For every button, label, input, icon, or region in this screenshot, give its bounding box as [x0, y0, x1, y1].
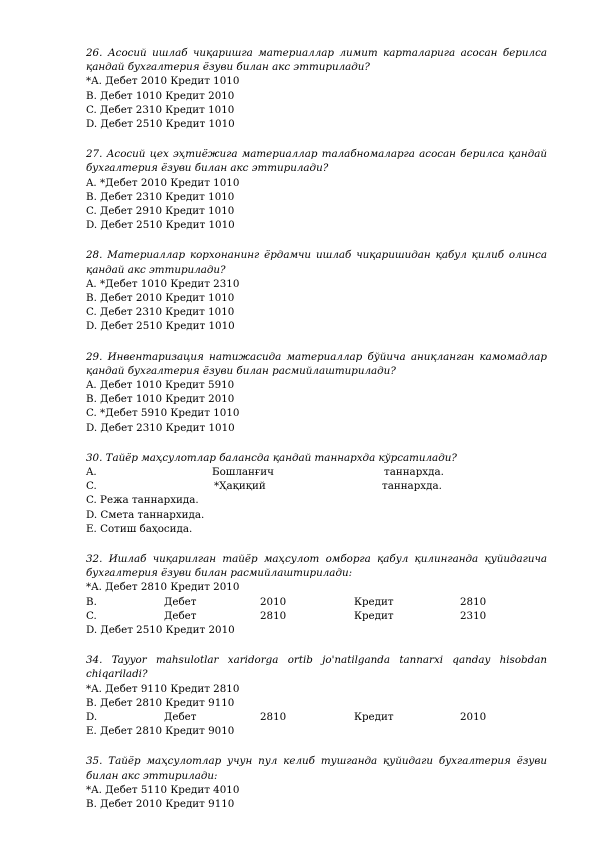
answer-text: таннархда. — [384, 466, 444, 479]
debit-label: Дебет — [164, 595, 197, 608]
answer-text: Бошланғич — [212, 466, 274, 479]
answer-30-e: E. Сотиш баҳосида. — [86, 522, 193, 535]
credit-account: 2010 — [460, 711, 487, 724]
answer-27-c: C. Дебет 2910 Кредит 1010 — [86, 205, 235, 218]
answer-32-a: *A. Дебет 2810 Кредит 2010 — [86, 581, 240, 594]
answer-26-d: D. Дебет 2510 Кредит 1010 — [86, 118, 235, 131]
answer-32-d: D. Дебет 2510 Кредит 2010 — [86, 624, 235, 637]
question-35: 35. Тайёр маҳсулотлар учун пул келиб тушганда қуйидаги бухгалтерия ёзуви билан акс эттирилади: — [86, 755, 547, 782]
debit-account: 2810 — [260, 711, 287, 724]
question-28: 28. Материаллар корхонанинг ёрдамчи ишлаб чиқаришидан қабул қилиб олинса қандай акс эттирилади? — [86, 249, 547, 276]
debit-account: 2810 — [260, 609, 287, 622]
answer-26-c: C. Дебет 2310 Кредит 1010 — [86, 103, 235, 116]
answer-35-b: B. Дебет 2010 Кредит 9110 — [86, 798, 235, 811]
debit-account: 2010 — [260, 595, 287, 608]
answer-30-a-row — [86, 465, 547, 479]
debit-label: Дебет — [164, 609, 197, 622]
question-30: 30. Тайёр маҳсулотлар балансда қандай таннархда кўрсатилади? — [86, 451, 457, 464]
question-32: 32. Ишлаб чиқарилган тайёр маҳсулот омборга қабул қилинганда қуйидагича бухгалтерия ёзуви билан расмийлаштирилади: — [86, 553, 547, 580]
answer-28-a: A. *Дебет 1010 Кредит 2310 — [86, 277, 240, 290]
question-29: 29. Инвентаризация натижасида материаллар бўйича аниқланган камомадлар қандай бухгалтерия ёзуви билан расмийлаштирилади? — [86, 350, 547, 377]
answer-27-a: A. *Дебет 2010 Кредит 1010 — [86, 176, 240, 189]
answer-26-a: *A. Дебет 2010 Кредит 1010 — [86, 75, 240, 88]
answer-text: *Ҳақиқий — [214, 480, 266, 493]
question-34: 34. Tayyor mahsulotlar xaridorga ortib jo'natilganda tannarxi qanday hisobdan chiqariladi? — [86, 654, 547, 681]
answer-30-d: D. Смета таннархида. — [86, 508, 205, 521]
question-26: 26. Асосий ишлаб чиқаришга материаллар лимит карталарига асосан берилса қандай бухгалтерия ёзуви билан акс эттирилади? — [86, 47, 547, 74]
credit-label: Кредит — [354, 711, 394, 724]
answer-letter: C. — [86, 480, 97, 493]
credit-account: 2310 — [460, 609, 487, 622]
answer-27-b: B. Дебет 2310 Кредит 1010 — [86, 190, 235, 203]
answer-letter: C. — [86, 609, 97, 622]
answer-28-c: C. Дебет 2310 Кредит 1010 — [86, 306, 235, 319]
answer-34-b: B. Дебет 2810 Кредит 9110 — [86, 696, 235, 709]
answer-32-b-row — [86, 595, 547, 609]
answer-letter: D. — [86, 711, 98, 724]
answer-29-c: C. *Дебет 5910 Кредит 1010 — [86, 407, 240, 420]
answer-29-b: B. Дебет 1010 Кредит 2010 — [86, 393, 235, 406]
test-page — [86, 46, 547, 811]
answer-34-e: E. Дебет 2810 Кредит 9010 — [86, 725, 235, 738]
answer-34-d-row — [86, 710, 547, 724]
answer-26-b: B. Дебет 1010 Кредит 2010 — [86, 89, 235, 102]
credit-label: Кредит — [354, 595, 394, 608]
answer-text: таннархда. — [382, 480, 442, 493]
answer-27-d: D. Дебет 2510 Кредит 1010 — [86, 219, 235, 232]
credit-account: 2810 — [460, 595, 487, 608]
credit-label: Кредит — [354, 609, 394, 622]
answer-28-d: D. Дебет 2510 Кредит 1010 — [86, 320, 235, 333]
debit-label: Дебет — [164, 711, 197, 724]
answer-34-a: *A. Дебет 9110 Кредит 2810 — [86, 682, 240, 695]
answer-29-d: D. Дебет 2310 Кредит 1010 — [86, 421, 235, 434]
answer-28-b: B. Дебет 2010 Кредит 1010 — [86, 292, 235, 305]
answer-letter: A. — [86, 466, 97, 479]
answer-29-a: A. Дебет 1010 Кредит 5910 — [86, 379, 235, 392]
answer-letter: B. — [86, 595, 97, 608]
answer-32-c-row — [86, 609, 547, 623]
answer-35-a: *A. Дебет 5110 Кредит 4010 — [86, 783, 240, 796]
question-27: 27. Асосий цех эҳтиёжига материаллар талабномаларга асосан берилса қандай бухгалтерия ёзуви билан акс эттирилади? — [86, 148, 547, 175]
answer-30-c: C. Режа таннархида. — [86, 494, 199, 507]
answer-30-b-row — [86, 479, 547, 493]
